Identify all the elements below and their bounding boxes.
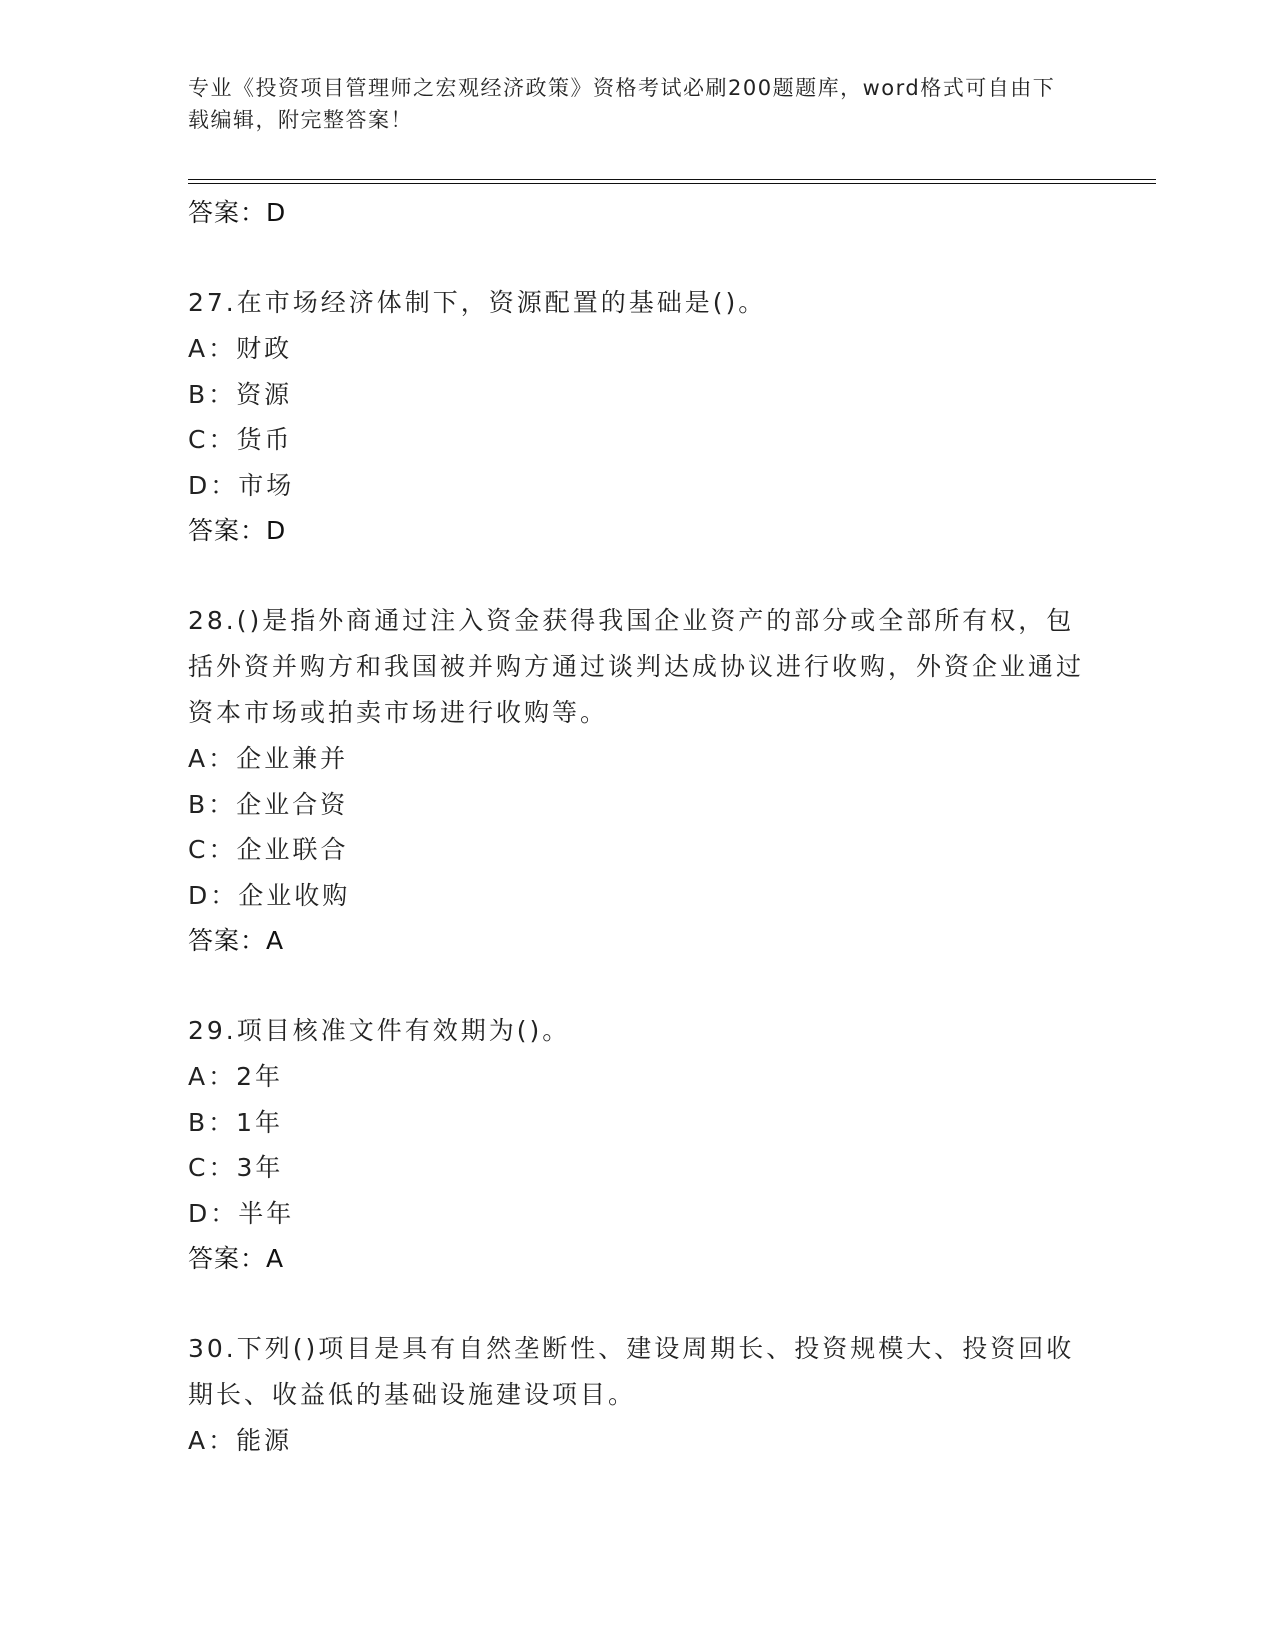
- answer: 答案：A: [188, 926, 285, 955]
- question-28: [188, 598, 1088, 964]
- option-a: A：2年: [188, 1062, 284, 1091]
- answer: 答案：A: [188, 1244, 285, 1273]
- question-stem: 29.项目核准文件有效期为()。: [188, 1016, 571, 1045]
- answer: 答案：D: [188, 516, 287, 545]
- option-a: A：财政: [188, 334, 293, 363]
- question-30: [188, 1326, 1088, 1464]
- question-stem: 28.()是指外商通过注入资金获得我国企业资产的部分或全部所有权，包括外资并购方和我国被并购方通过谈判达成协议进行收购，外资企业通过资本市场或拍卖市场进行收购等。: [188, 606, 1085, 727]
- previous-answer: 答案：D: [188, 198, 287, 227]
- page-header: 专业《投资项目管理师之宏观经济政策》资格考试必刷200题题库，word格式可自由下载编辑，附完整答案！: [188, 76, 1056, 132]
- option-c: C：企业联合: [188, 835, 349, 864]
- option-d: D：半年: [188, 1198, 295, 1228]
- option-d: D：市场: [188, 470, 295, 500]
- header-rule-bottom: [188, 183, 1156, 184]
- option-b: B：资源: [188, 379, 293, 409]
- option-a: A：能源: [188, 1426, 293, 1455]
- content: [188, 190, 1088, 1464]
- option-b: B：1年: [188, 1107, 284, 1137]
- header-rule-top: [188, 179, 1156, 180]
- question-29: [188, 1008, 1088, 1282]
- question-27: [188, 280, 1088, 554]
- question-stem: 27.在市场经济体制下，资源配置的基础是()。: [188, 288, 767, 317]
- option-b: B：企业合资: [188, 789, 349, 819]
- option-c: C：货币: [188, 425, 293, 454]
- option-c: C：3年: [188, 1153, 284, 1182]
- question-stem: 30.下列()项目是具有自然垄断性、建设周期长、投资规模大、投资回收期长、收益低的基础设施建设项目。: [188, 1334, 1075, 1409]
- option-a: A：企业兼并: [188, 744, 349, 773]
- option-d: D：企业收购: [188, 880, 351, 910]
